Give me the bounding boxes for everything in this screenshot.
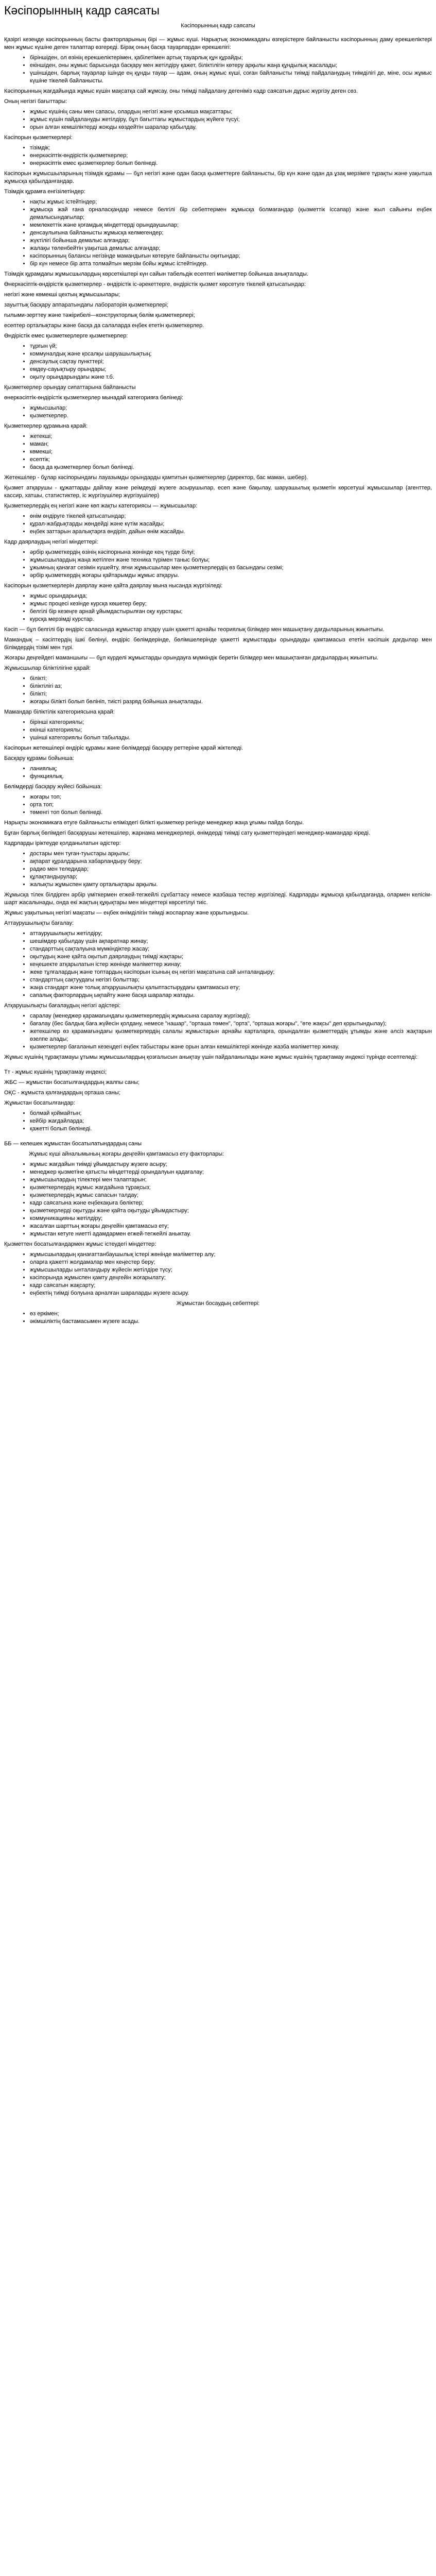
paragraph: Өнеркәсіптік-өндірістік қызметкерлер - өндірістік іс-әрекеттерге, өндірістік қызмет көрсетуге тікелей қатысатындар: [4,281,306,287]
bullet-list [4,1110,432,1133]
paragraph: Басқару құрамы бойынша: [4,755,74,761]
bullet-list [4,343,432,381]
paragraph: Бөлімдерді басқару жүйесі бойынша: [4,784,102,790]
paragraph: Тізімдік құрамға енгізілетіндер: [4,189,85,195]
list-item: • өнеркәсіптік емес қызметкерлер болып бөлінеді. [30,160,432,167]
list-item: • жұмысшыларды ынталандыру жүйесін жетілдіре түсу; [30,1266,432,1274]
paragraph: Атқарушылықты бағалаудың негізгі әдістері: [4,1003,121,1009]
list-item: • жоғары топ; [30,793,432,801]
paragraph: Мамандық – кәсіптердің ішкі бөлінуі, өндіріс бөлімдерінде, бөлімшелерінде қажетті жұмыстарды орындауды қамтамасыз ететін кәсіпшік дағдылар мен білімдердің тізімі мен түрі. [4,637,432,651]
paragraph: Жұмыстан босатылғандар: [4,1100,75,1106]
bullet-list [4,549,432,580]
paragraph: Кәсіп — бұл белгілі бір өндіріс саласында жұмыстар атқару үшін қажетті арнайы теориялық білімдер мен машықтану дағдыларының жиынтығы. [4,626,385,633]
paragraph: Кәсіпорынның жағдайында жұмыс күшін мақсатқа сай жұмсау, оны тиімді пайдалану дегеніміз кадр саясатын дұрыс жүргізу деген сөз. [4,88,358,94]
list-item: • стандарттың сақтуудағы негізгі болыттар; [30,976,432,984]
list-item: • саралау (менеджер қарамағындағы қызметкерлердің жұмысына саралау жүргізеді); [30,1012,432,1020]
list-item: • еңбек заттарын аралықтарға өндіріп, дайын өнім жасайды. [30,528,432,536]
list-item: • оқыту орындарындағы және т.б. [30,374,432,381]
paragraph: Тт - жұмыс күшінің тұрақтамау индексі; [4,1069,107,1075]
list-item: • функциялық. [30,773,432,781]
paragraph: Нарықты экономикаға өтуге байланысты еліміздегі білікті қызметкер регінде менеджер жаңа ұғымы пайда болды. [4,820,304,826]
paragraph: Қызметкерлердің ең негізгі және көп жақты категориясы — жұмысшылар: [4,503,198,509]
bullet-list [4,144,432,167]
paragraph: Қызметтен босатылғандармен жұмыс істеудегі міндеттер: [4,1241,156,1247]
list-item: • жұмысқа жай ғана орналасқандар немесе белгілі бір себептермен жұмысқа болмағандар (қызметтік іссапар) және жыл сайынғы еңбек демалысындағылар; [30,206,432,222]
list-item: • құлақтандырулар; [30,873,432,881]
list-item: • тұрғын үй; [30,343,432,350]
document-body [4,36,432,1326]
paragraph: ғылыми-зерттеу және тәжірибелі—конструкторлық бөлім қызметкерлері; [4,312,195,318]
list-item: • басқа да қызметкерлер болып бөлінеді. [30,464,432,471]
list-item: • оларға қажетті жолдамалар мен кеңестер беру; [30,1259,432,1266]
list-item: • коммуникацияны жетілдіру; [30,1215,432,1223]
list-item: • үшіншіден, барлық тауарлар ішінде ең құнды тауар — адам, оның жұмыс күші, соған байланысты тиімді пайдаланудың тиімділігі де, міне, осы жұмыс күшіне тікелей байланысты. [30,70,432,85]
list-item: • жұмыс күшінің саны мен сапасы, олардың негізгі және қосымша мақсаттары; [30,108,432,116]
list-item: • есептік; [30,456,432,464]
bullet-list [4,108,432,131]
list-item: • жұмысшылардың жаңа жетілген және техника түрімен таныс болуы; [30,556,432,564]
list-item: • коммуналдық және қосалқы шаруашылықтың; [30,350,432,358]
paragraph: Жұмысқа тілек білдірген әрбір үміткермен егжей-тегжейлі сұхбаттасу немесе жазбаша тестер жүргізіледі. Кадрларды жұмысқа қабылдағанда, олармен келісім-шарт жасалынады, онда екі жақтың құқықтары мен міндеттері көрсетілуі тиіс. [4,892,432,906]
list-item: • кәсіпорынның балансы негізінде мамандығын көтеруге байланысты оқитындар; [30,252,432,260]
list-item: • құрал-жабдықтарды жөндейді және күтім жасайды; [30,520,432,528]
list-item: • сапалық факторлардың ықпайту және басқа шаралар жатады. [30,992,432,999]
list-item: • жұмыстан кетуге ниетті адамдармен егжей-тегжейлі аныктау. [30,1230,432,1238]
list-item: • қажетті болып бөлінеді. [30,1125,432,1133]
bullet-list [4,54,432,85]
list-item: • жаңа стандарт және толық атқарушылықты қалыптастырудағы қамтамасыз ету; [30,984,432,992]
list-item: • жүктілігі бойынша демалыс алғандар; [30,237,432,245]
paragraph: зауыттық басқару аппаратындағы лабораторія қызметкерлері; [4,302,168,308]
list-item: • тізімдік; [30,144,432,152]
bullet-list [4,404,432,420]
list-item: • әкімшіліктің бастамасымен жүзеге асады. [30,1318,432,1326]
paragraph: Өндірістік емес қызметкерлерге қызметкерлер: [4,333,128,339]
bullet-list [4,433,432,471]
list-item: • екінші категориялы; [30,726,432,734]
list-item: • білікті; [30,690,432,698]
bullet-list [4,1012,432,1051]
paragraph: өнеркәсіптік-өндірістік қызметкерлер мынадай категорияға бөлінеді: [4,395,184,401]
paragraph: Жоғары деңгейдегі маманшығы — бұл күрделі жұмыстарды орындауға мүмкіндік беретін білімдер мен машықтанған дағдылардың жиынтығы. [4,655,379,661]
list-item: • екіншіден, оны жұмыс барысында басқару мен жетілдіру қажет, біліктілігін көтеру арқылы жаңа құндылық жасалады; [30,62,432,70]
list-item: • нақты жұмыс істейтіндер; [30,198,432,206]
list-item: • болмай қоймайтын; [30,1110,432,1117]
paragraph: Мамандар біліктілік категориясына қарай: [4,709,115,715]
bullet-list [4,513,432,536]
list-item: • әрбір қызметкердің жоғары қайтарымды жұмыс атқаруы. [30,572,432,580]
list-item: • кейбір жағдайларда; [30,1117,432,1125]
list-item: • орын алған кемшіліктерді жоюды көздейтін шаралар қабылдау. [30,124,432,131]
list-item: • курсқа мерзімді курстар. [30,616,432,623]
list-item: • шешімдер қабылдау үшін ақпаратнар жинау; [30,938,432,945]
paragraph: Кадрларды іріктеуде қолданылатын әдістер: [4,840,121,846]
list-item: • кадр саясатын жақсарту; [30,1282,432,1290]
list-item: • белгілі бір кезеңге арнай ұйымдастырылған оқу курстары; [30,608,432,616]
list-item: • жалақы төленбейтін уақытша демалыс алғандар; [30,245,432,252]
list-item: • білікті; [30,675,432,683]
list-item: • оқытудың және қайта оқытып даярлаудың тиімді жақтары; [30,953,432,961]
list-item: • бірінші категориялы; [30,719,432,726]
list-item: • жетекші; [30,433,432,440]
list-item: • төменгі топ болып бөлінеді. [30,809,432,817]
list-item: • жұмысшылар; [30,404,432,412]
document-subtitle: Кәсіпорынның кадр саясаты [181,23,255,29]
list-item: • қызметкерлердің жұмыс сапасын талдау; [30,1192,432,1199]
bullet-list [4,719,432,742]
bullet-list [4,1310,432,1326]
list-item: • жұмыс жағдайын тиімді ұйымдастыру жүзеге асыру; [30,1161,432,1168]
list-item: • достары мен туған-туыстары арқылы; [30,850,432,858]
list-item: • өнеркәсіптік-өндірістік қызметкерлер; [30,152,432,160]
paragraph: Кәсіпорын қызметкерлері: [4,134,73,141]
bullet-list [4,765,432,781]
paragraph: Жұмыстан босаудың себептері: [176,1300,260,1307]
bullet-list [4,675,432,706]
paragraph: Кәсіпорын жетекшілері өндіріс құрамы және бөлімдерді басқару реттеріне қарай жіктеледі. [4,745,243,751]
list-item: • жұмыс күшін пайдалануды жетілдіру, бұл бағыттағы жұмыстардың жүйеге түсуі; [30,116,432,124]
bullet-list [4,850,432,889]
paragraph: Кәсіпорын жұмысшыларының тізімдік құрамы — бұл негізгі және одан басқа қызметтерге байланысты, бір күн және одан да ұзақ мерзімге тұрақты және уақытша жұмысқа қабылданғандар. [4,171,432,184]
list-item: • қызметкерлер. [30,412,432,420]
list-item: • жұмыс процесі кезінде курсқа көшетер беру; [30,600,432,608]
list-item: • қызметкерлер бағаланып кезеңдегі еңбек табыстары және орын алған кемшіліктері жөнінде жазба мәліметтер жинау. [30,1043,432,1051]
bullet-list [4,198,432,268]
paragraph: Кадр даярлаудың негізгі міндеттері: [4,539,98,545]
list-item: • радио мен теледидар; [30,866,432,873]
list-item: • жоғары білікті болып бөлініп, тиісті разряд бойынша анықталады. [30,698,432,706]
list-item: • емдеу-сауықтыру орындары; [30,366,432,374]
list-item: • бір күн немесе бір апта толмайтын мерзім бойы жұмыс істейтіндер. [30,260,432,268]
list-item: • қызметкерлердің жұмыс жағдайына тұрақсыз; [30,1184,432,1192]
list-item: • өнім өндіруге тікелей қатысатындар; [30,513,432,520]
paragraph: Кәсіпорын қызметкерлерін даярлау және қайта даярлау мына нысанда жүргізіледі: [4,583,223,589]
list-item: • біріншіден, ол өзінің ерекшеліктерімен, қабілетімен артық тауарлық құн құрайды; [30,54,432,62]
list-item: • үшінші категориялы болып табылады. [30,734,432,742]
bullet-list [4,1161,432,1238]
list-item: • кеңешекте атқарылатын істер жөнінде мәліметтер жинау; [30,961,432,969]
list-item: • жұмысшылардың тілектері мен талаптарын; [30,1176,432,1184]
paragraph: Аттаурушылықты бағалау: [4,920,74,926]
list-item: • қызметкерлерді оқытуды және қайта оқытуды ұйымдастыру; [30,1207,432,1215]
list-item: • жұмыс орындарында; [30,592,432,600]
list-item: • жеке тұлғалардың және топтардың кәсіпорын ісының ең негізгі мақсатына сай ынталандыру; [30,969,432,976]
list-item: • өз еркімен; [30,1310,432,1318]
list-item: • мемлекеттік және қоғамдық міндеттерді орындаушылар; [30,222,432,229]
list-item: • стандарттың сақталуына мүмкіндіктер жасау; [30,945,432,953]
list-item: • әрбір қызметкердің өзінің кәсіпорнына жөнінде кең түрде білуі; [30,549,432,556]
list-item: • ақпарат құралдарына хабарландыру беру; [30,858,432,866]
paragraph: ОҚС - жұмыста қалғандардың орташа саны; [4,1090,120,1096]
list-item: • менеджер қызметіне қатысты міндеттерді орындалуын қадағалау; [30,1168,432,1176]
paragraph: Қызмет атқарушы - құжаттарды дайлау және реімдеуді жүзеге асырушылар, есеп және бақылау, шаруашылық қызметін көрсетуші жұмысшылар (агенттер, кассир, хатшы, статистиктер, іс жүргізушілер жүргізушілер) [4,485,432,499]
document-title: Кәсіпорынның кадр саясаты [4,4,160,17]
paragraph: ЖБС — жұмыстан босатылғандардың жалпы саны; [4,1079,139,1086]
bullet-list [4,930,432,999]
paragraph: Жұмысшылар біліктілігіне қарай: [4,665,91,671]
bullet-list [4,793,432,817]
list-item: • біліктілігі аз; [30,683,432,690]
paragraph: Қызметкерлер орындау сипаттарына байланысты [4,384,136,391]
list-item: • маман; [30,440,432,448]
list-item: • еңбектің тиімді болуына арналған шараларды жүзеге асыру. [30,1290,432,1297]
list-item: • жасалған шарттың жоғары деңгейін қамтамасыз ету; [30,1223,432,1230]
list-item: • кәсіпорында жұмыспен қамту деңгейін жоғарылату; [30,1274,432,1282]
paragraph: Тізімдік құрамдағы жұмысшылардың көрсеткіштері күн сайын табельдік есептегі мәліметтер бойынша анықталады. [4,271,308,277]
list-item: • жұмысшылардың қанағаттанбаушылық істері жөнінде мәліметтер алу; [30,1251,432,1259]
list-item: • ланиялық; [30,765,432,773]
paragraph: Қазіргі кезеңде кәсіпорынның басты факторларының бірі — жұмыс күші. Нарықтық экономикадағы өзгерістерге байланысты кәсіпорынның даму ерекшеліктері мен жұмыс күшіне деген талаптар өзгереді. Бірақ оның басқа тауарлардан ерекшелігі: [4,37,432,50]
list-item: • орта топ; [30,801,432,809]
list-item: • жалықты жұмыспен қамту орталықтары арқылы. [30,881,432,889]
list-item: • денсаулық сақтау пункттері; [30,358,432,366]
list-item: • денсаулығына байланысты жұмысқа келмегендер; [30,229,432,237]
paragraph: Оның негізгі бағыттары: [4,98,67,105]
paragraph: есептер орталықтары және басқа да салаларда еңбек ететін қызметкерлер. [4,323,204,329]
list-item: • көмекші; [30,448,432,456]
paragraph: Жұмыс күші айналымының жоғары деңгейін қамтамасыз ету факторлары: [29,1151,224,1157]
paragraph: Жұмыс күшінің тұрақтамауы ұтымы жұмысшылардың қозғалысын анықтау үшін пайдаланылады және жұмыс күшінің тұрақтамау индексі түрінде есептеледі: [4,1054,417,1060]
paragraph: Жетекшілер - бұлар кәсіпорындағы лауазымды орындарды қамтитын қызметкерлер (директор, бас маман, шебер). [4,474,308,481]
paragraph: Бұған барлық бөлімдегі басқарушы жетекшілер, жарнама менеджерлері, өнімдерді тиімді сату қызметтеріндегі менеджер-мамандар кіреді. [4,830,371,836]
list-item: • жетекшілер өз қарамағындағы қызметкерлердің салалы жұмыстарын арнайы карталарға, орындалған қызметтердің ұтымды және әлсіз жақтарын өзелпе алады; [30,1028,432,1043]
list-item: • кадр саясатына және еңбекақыға бөліктер; [30,1199,432,1207]
list-item: • аттаурушылықты жетілдіру; [30,930,432,938]
list-item: • бағалау (бес балдық баға жүйесін қолдану, немесе "нашар", "орташа төмен", "орта", "орташа жоғары", "өте жақсы" деп қорытындылау); [30,1020,432,1028]
paragraph: негізгі және көмекші цехтың жұмысшылары; [4,292,120,298]
paragraph: Жұмыс уақытының негізгі мақсаты — еңбек өнімділігін тиімді жоспарлау және қорытындысы. [4,910,249,916]
paragraph: ББ — келешек жұмыстан босатылатындардың саны [4,1141,142,1147]
list-item: • ұжымның қанағат сезімін күшейту, яғни жұмысшылар мен қызметкерлердің өз басындағы сезімі; [30,564,432,572]
bullet-list [4,1251,432,1297]
bullet-list [4,592,432,623]
paragraph: Қызметкерлер құрамына қарай: [4,423,88,429]
